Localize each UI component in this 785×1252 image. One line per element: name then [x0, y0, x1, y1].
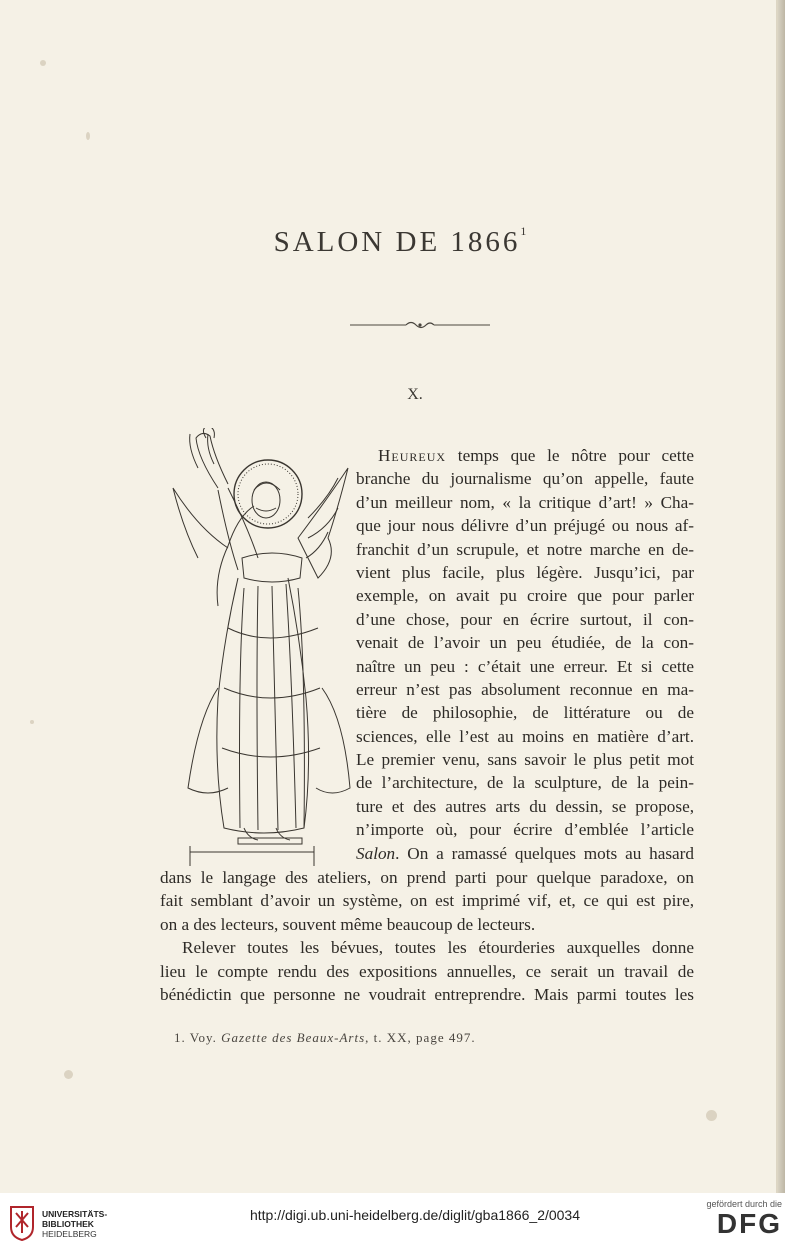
- page-title: [250, 226, 550, 259]
- text-line: lieu le compte rendu des expositions annuelles, ce serait un travail de: [160, 961, 694, 981]
- footnote-suffix: , t. XX, page 497.: [365, 1030, 476, 1045]
- funder-caption: gefördert durch die: [706, 1199, 782, 1209]
- text-line: Le premier venu, sans savoir le plus petit mot: [356, 750, 694, 770]
- text-line: de l’architecture, de la sculpture, de la pein-: [356, 773, 694, 793]
- text-line: fait semblant d’avoir un système, on est imprimé vif, et, ce qui est pire,: [160, 891, 694, 911]
- library-logo[interactable]: [8, 1205, 128, 1243]
- text-line: dans le langage des ateliers, on prend parti pour quelque paradoxe, on: [160, 868, 694, 887]
- text-line: franchit d’un scrupule, et notre marche en de-: [356, 539, 694, 559]
- text-line: bénédictin que personne ne voudrait entreprendre. Mais parmi toutes les: [160, 984, 694, 1004]
- text-line: Relever toutes les bévues, toutes les étourderies auxquelles donne: [182, 938, 694, 958]
- text-line: erreur n’est pas absolument reconnue en ma-: [356, 679, 694, 699]
- title-ornament: [350, 318, 490, 332]
- page-title-text: SALON DE 1866: [273, 226, 521, 258]
- text-line: tière de philosophie, de littérature ou de: [356, 703, 694, 723]
- viewer-footer: [0, 1193, 785, 1252]
- text-line: ture et des autres arts du dessin, se propose,: [356, 796, 694, 816]
- text-line: venait de l’avoir un peu étudiée, de la con-: [356, 633, 694, 653]
- text-line: sciences, elle l’est au moins en matière d’art.: [356, 726, 694, 746]
- dfg-logo-icon: DFG: [716, 1208, 782, 1239]
- paper-speck: [706, 1110, 717, 1121]
- first-paragraph-wrapped: [356, 444, 694, 865]
- text-line-fragment: temps que le nôtre pour cette: [446, 446, 694, 465]
- paper-speck: [64, 1070, 73, 1079]
- text-line: que jour nous délivre d’un préjugé ou nous af-: [356, 516, 694, 536]
- page-edge: [778, 0, 785, 1193]
- title-footnote-mark: 1: [520, 224, 527, 238]
- footnote-journal: Gazette des Beaux-Arts: [221, 1030, 366, 1045]
- body-text-full-width: [160, 866, 694, 1006]
- italic-salon: Salon: [356, 843, 396, 863]
- angel-illustration: [158, 428, 358, 866]
- text-line: d’une chose, pour en écrire surtout, il con-: [356, 609, 694, 629]
- footnote: [174, 1030, 574, 1046]
- text-line: d’un meilleur nom, « la critique d’art! » Cha-: [356, 492, 694, 512]
- text-line: exemple, on avait pu croire que pour parler: [356, 586, 694, 606]
- paper-speck: [30, 720, 34, 724]
- library-name: [42, 1209, 107, 1239]
- text-line: n’importe où, pour écrire d’emblée l’article: [356, 820, 694, 840]
- library-line2: BIBLIOTHEK: [42, 1219, 94, 1229]
- paper-speck: [86, 132, 90, 140]
- library-crest-icon: [8, 1205, 36, 1241]
- text-line: on a des lecteurs, souvent même beaucoup de lecteurs.: [160, 914, 536, 934]
- drop-lead-word: Heureux: [378, 446, 447, 465]
- library-line1: UNIVERSITÄTS-: [42, 1209, 108, 1219]
- text-line: naître un peu : c’était une erreur. Et si cette: [356, 656, 694, 676]
- text-line: [356, 842, 694, 865]
- funder-logo[interactable]: [682, 1199, 782, 1247]
- permalink-url[interactable]: http://digi.ub.uni-heidelberg.de/diglit/gba1866_2/0034: [249, 1207, 581, 1223]
- footnote-prefix: 1. Voy.: [174, 1030, 222, 1045]
- text-line-fragment: . On a ramassé quelques mots au hasard: [395, 843, 694, 863]
- text-line: vient plus facile, plus légère. Jusqu’ici, par: [356, 562, 694, 582]
- text-line: branche du journalisme qu’on appelle, faute: [356, 469, 694, 489]
- library-line3: HEIDELBERG: [42, 1229, 97, 1239]
- section-number: X.: [407, 386, 423, 403]
- text-line: [356, 444, 694, 467]
- paper-speck: [40, 60, 46, 66]
